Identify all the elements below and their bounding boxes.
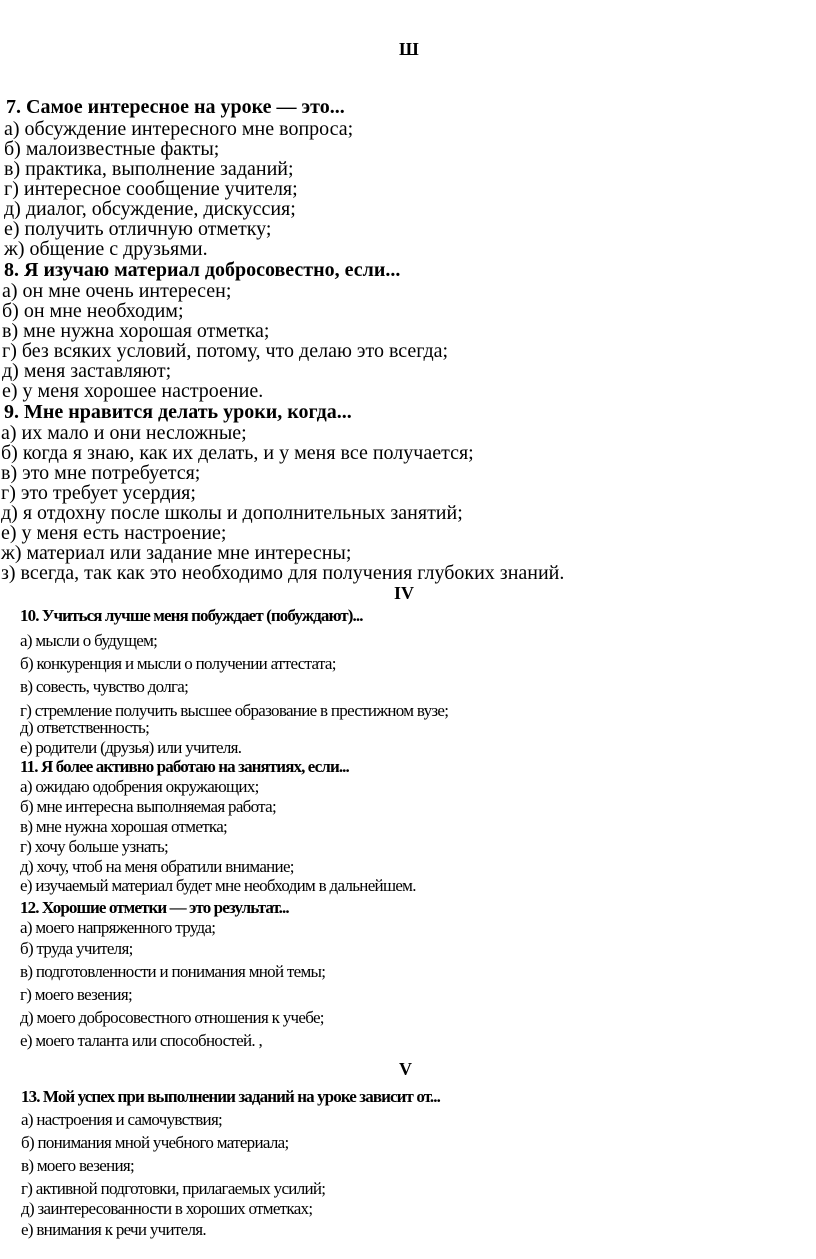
question-11-answer-a: а) ожидаю одобрения окружающих; bbox=[20, 777, 259, 796]
question-10-answer-b: б) конкуренция и мысли о получении аттестата; bbox=[20, 654, 336, 673]
question-11-answer-c: в) мне нужна хорошая отметка; bbox=[20, 817, 228, 836]
question-13-answer-c: в) моего везения; bbox=[21, 1156, 135, 1175]
question-13-answer-b: б) понимания мной учебного материала; bbox=[21, 1133, 289, 1152]
question-8-answer-d: г) без всяких условий, потому, что делаю это всегда; bbox=[2, 340, 449, 362]
question-7-answer-g: ж) общение с друзьями. bbox=[4, 238, 208, 260]
question-12-answer-d: г) моего везения; bbox=[20, 985, 132, 1004]
question-11-answer-d: г) хочу больше узнать; bbox=[20, 837, 169, 856]
question-9-answer-a: а) их мало и они несложные; bbox=[1, 422, 247, 444]
question-10-answer-a: а) мысли о будущем; bbox=[20, 631, 158, 650]
question-12-answer-b: б) труда учителя; bbox=[20, 939, 133, 958]
question-13-answer-a: а) настроения и самочувствия; bbox=[21, 1110, 223, 1129]
question-7-answer-a: а) обсуждение интересного мне вопроса; bbox=[4, 118, 354, 140]
question-12-answer-e: д) моего добросовестного отношения к учебе; bbox=[20, 1008, 324, 1027]
question-7-answer-e: д) диалог, обсуждение, дискуссия; bbox=[4, 198, 296, 220]
question-9-answer-h: з) всегда, так как это необходимо для получения глубоких знаний. bbox=[1, 562, 565, 584]
question-9-answer-d: г) это требует усердия; bbox=[1, 482, 196, 504]
question-10-answer-f: е) родители (друзья) или учителя. bbox=[20, 738, 242, 757]
question-10-answer-d: г) стремление получить высшее образование в престижном вузе; bbox=[20, 701, 449, 720]
question-13-answer-f: е) внимания к речи учителя. bbox=[21, 1220, 206, 1239]
question-9-answer-f: е) у меня есть настроение; bbox=[1, 522, 227, 544]
question-8-answer-c: в) мне нужна хорошая отметка; bbox=[2, 320, 270, 342]
question-13-answer-e: д) заинтересованности в хороших отметках; bbox=[21, 1199, 313, 1218]
question-8-answer-b: б) он мне необходим; bbox=[2, 300, 184, 322]
question-12-title: 12. Хорошие отметки — это результат... bbox=[20, 898, 289, 917]
question-10-answer-e: д) ответственность; bbox=[20, 718, 150, 737]
question-9-title: 9. Мне нравится делать уроки, когда... bbox=[4, 401, 352, 423]
section-heading-5: V bbox=[399, 1059, 412, 1079]
question-11-answer-e: д) хочу, чтоб на меня обратили внимание; bbox=[20, 857, 294, 876]
question-7-title: 7. Самое интересное на уроке — это... bbox=[6, 96, 345, 118]
question-13-answer-d: г) активной подготовки, прилагаемых усилий; bbox=[21, 1179, 326, 1198]
question-8-answer-e: д) меня заставляют; bbox=[2, 360, 172, 382]
question-9-answer-e: д) я отдохну после школы и дополнительных занятий; bbox=[1, 502, 463, 524]
question-9-answer-b: б) когда я знаю, как их делать, и у меня все получается; bbox=[1, 442, 474, 464]
question-9-answer-c: в) это мне потребуется; bbox=[1, 462, 201, 484]
question-12-answer-f: е) моего таланта или способностей. , bbox=[20, 1031, 263, 1050]
question-10-title: 10. Учиться лучше меня побуждает (побуждают)... bbox=[20, 606, 363, 625]
question-8-answer-a: а) он мне очень интересен; bbox=[2, 280, 232, 302]
question-13-title: 13. Мой успех при выполнении заданий на уроке зависит от... bbox=[21, 1087, 440, 1106]
question-12-answer-a: а) моего напряженного труда; bbox=[20, 918, 216, 937]
question-11-title: 11. Я более активно работаю на занятиях, если... bbox=[20, 757, 349, 776]
question-8-title: 8. Я изучаю материал добросовестно, если... bbox=[4, 259, 401, 281]
question-10-answer-c: в) совесть, чувство долга; bbox=[20, 677, 189, 696]
section-heading-4: IV bbox=[394, 583, 415, 603]
question-7-answer-f: е) получить отличную отметку; bbox=[4, 218, 272, 240]
question-11-answer-f: е) изучаемый материал будет мне необходим в дальнейшем. bbox=[20, 876, 416, 895]
question-9-answer-g: ж) материал или задание мне интересны; bbox=[1, 542, 352, 564]
question-8-answer-f: е) у меня хорошее настроение. bbox=[2, 380, 264, 402]
question-12-answer-c: в) подготовленности и понимания мной темы; bbox=[20, 962, 326, 981]
question-7-answer-d: г) интересное сообщение учителя; bbox=[4, 178, 298, 200]
question-7-answer-b: б) малоизвестные факты; bbox=[4, 138, 220, 160]
section-heading-3: Ш bbox=[399, 39, 419, 59]
question-11-answer-b: б) мне интересна выполняемая работа; bbox=[20, 797, 276, 816]
question-7-answer-c: в) практика, выполнение заданий; bbox=[4, 158, 294, 180]
